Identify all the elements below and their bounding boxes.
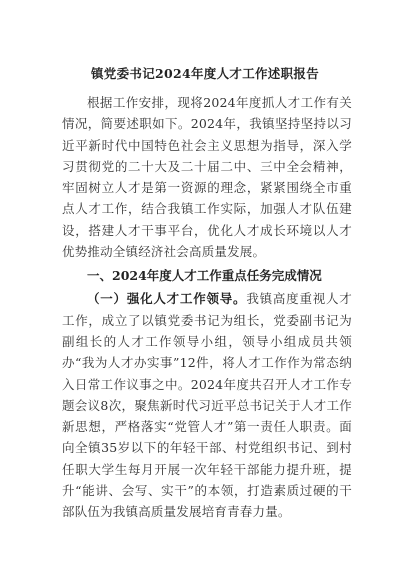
intro-paragraph: 根据工作安排，现将2024年度抓人才工作有关情况，简要述职如下。2024年，我镇坚持坚持以习近平新时代中国特色社会主义思想为指导，深入学习贯彻党的二十大及二十届二中、三中全会精神，牢固树立人才是第一资源的理念，紧紧围绕全市重点人才工作，结合我镇工作实际，加强人才队伍建设，搭建人才干事平台，优化人才成长环境以人才优势推动全镇经济社会高质量发展。 xyxy=(62,95,352,260)
section-heading: 一、2024年度人才工作重点任务完成情况 xyxy=(87,268,322,284)
subsection-paragraph xyxy=(62,288,352,522)
subsection-body: 我镇高度重视人才工作，成立了以镇党委书记为组长，党委副书记为副组长的人才工作领导小组，领导小组成员共领办“我为人才办实事”12件，将人才工作作为常态纳入日常工作议事之中。2024年度共召开人才工作专题会议8次，聚焦新时代习近平总书记关于人才工作新思想，严格落实“党管人才”第一责任人职责。面向全镇35岁以下的年轻干部、村党组织书记、到村任职大学生每月开展一次年轻干部能力提升班，提升“能讲、会写、实干”的本领，打造素质过硬的干部队伍为我镇高质量发展培育青春力量。 xyxy=(62,291,352,520)
document-title: 镇党委书记2024年度人才工作述职报告 xyxy=(91,66,319,81)
document-body xyxy=(62,92,352,523)
subsection-label: （一）强化人才工作领导。 xyxy=(87,291,247,307)
